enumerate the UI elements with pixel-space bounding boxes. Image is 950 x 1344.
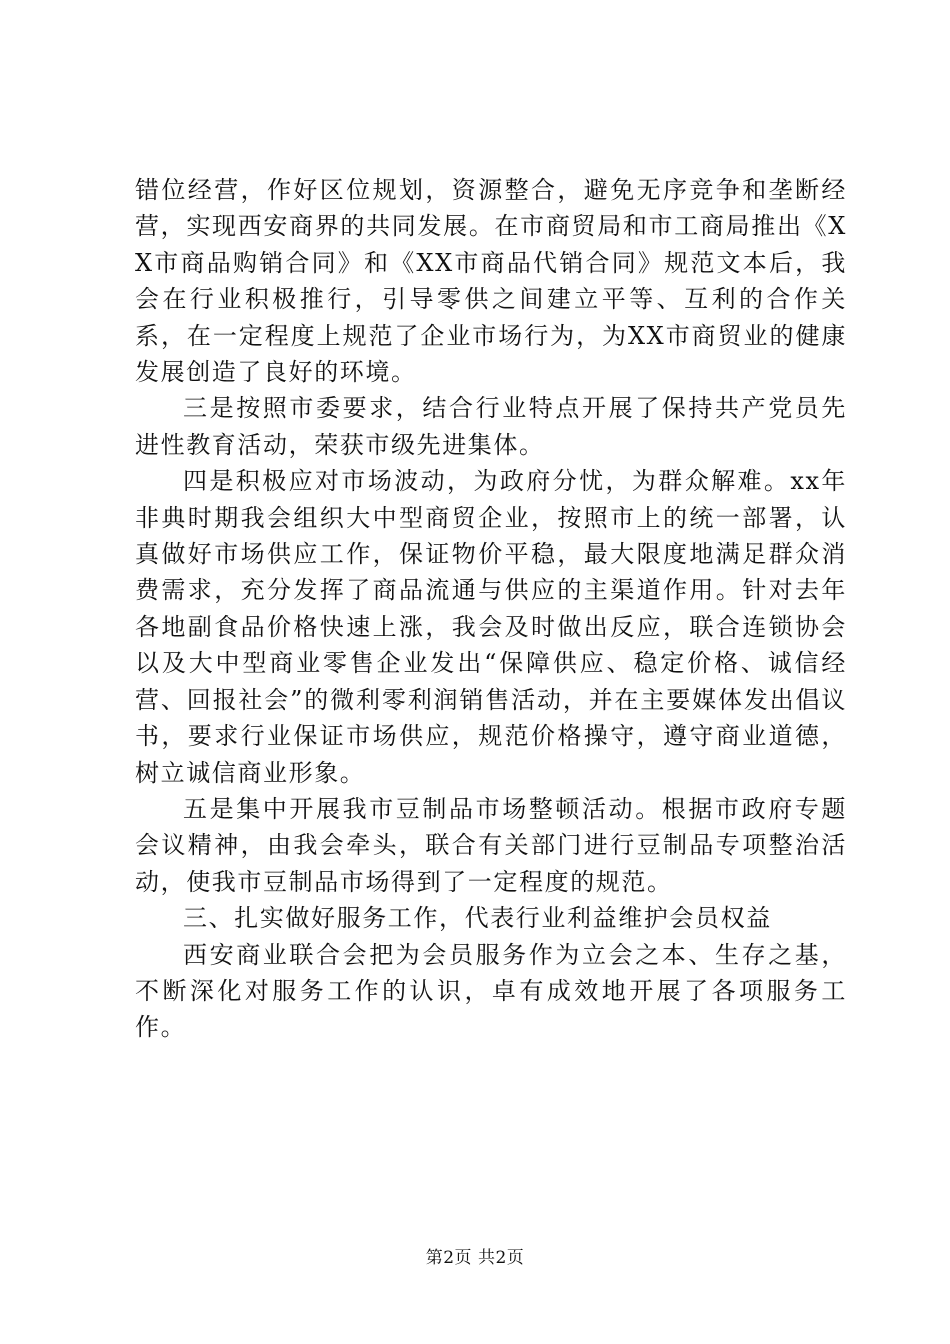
paragraph-4: 五是集中开展我市豆制品市场整顿活动。根据市政府专题会议精神，由我会牵头，联合有关部门进行豆制品专项整治活动，使我市豆制品市场得到了一定程度的规范。 bbox=[135, 794, 847, 896]
page-number: 第2页 共2页 bbox=[425, 1248, 525, 1268]
paragraph-1: 错位经营，作好区位规划，资源整合，避免无序竞争和垄断经营，实现西安商界的共同发展。在市商贸局和市工商局推出《XX市商品购销合同》和《XX市商品代销合同》规范文本后，我会在行业积极推行，引导零供之间建立平等、互利的合作关系，在一定程度上规范了企业市场行为，为XX市商贸业的健康发展创造了良好的环境。 bbox=[135, 176, 847, 387]
paragraph-2: 三是按照市委要求，结合行业特点开展了保持共产党员先进性教育活动，荣获市级先进集体。 bbox=[135, 394, 847, 459]
paragraph-3: 四是积极应对市场波动，为政府分忧，为群众解难。xx年非典时期我会组织大中型商贸企业，按照市上的统一部署，认真做好市场供应工作，保证物价平稳，最大限度地满足群众消费需求，充分发挥了商品流通与供应的主渠道作用。针对去年各地副食品价格快速上涨，我会及时做出反应，联合连锁协会以及大中型商业零售企业发出“保障供应、稳定价格、诚信经营、回报社会”的微利零利润销售活动，并在主要媒体发出倡议书，要求行业保证市场供应，规范价格操守，遵守商业道德，树立诚信商业形象。 bbox=[135, 467, 847, 787]
document-body bbox=[135, 172, 847, 1046]
paragraph-5: 西安商业联合会把为会员服务作为立会之本、生存之基，不断深化对服务工作的认识，卓有成效地开展了各项服务工作。 bbox=[135, 940, 847, 1042]
page-footer bbox=[0, 1243, 950, 1268]
section-heading: 三、扎实做好服务工作，代表行业利益维护会员权益 bbox=[183, 904, 772, 933]
